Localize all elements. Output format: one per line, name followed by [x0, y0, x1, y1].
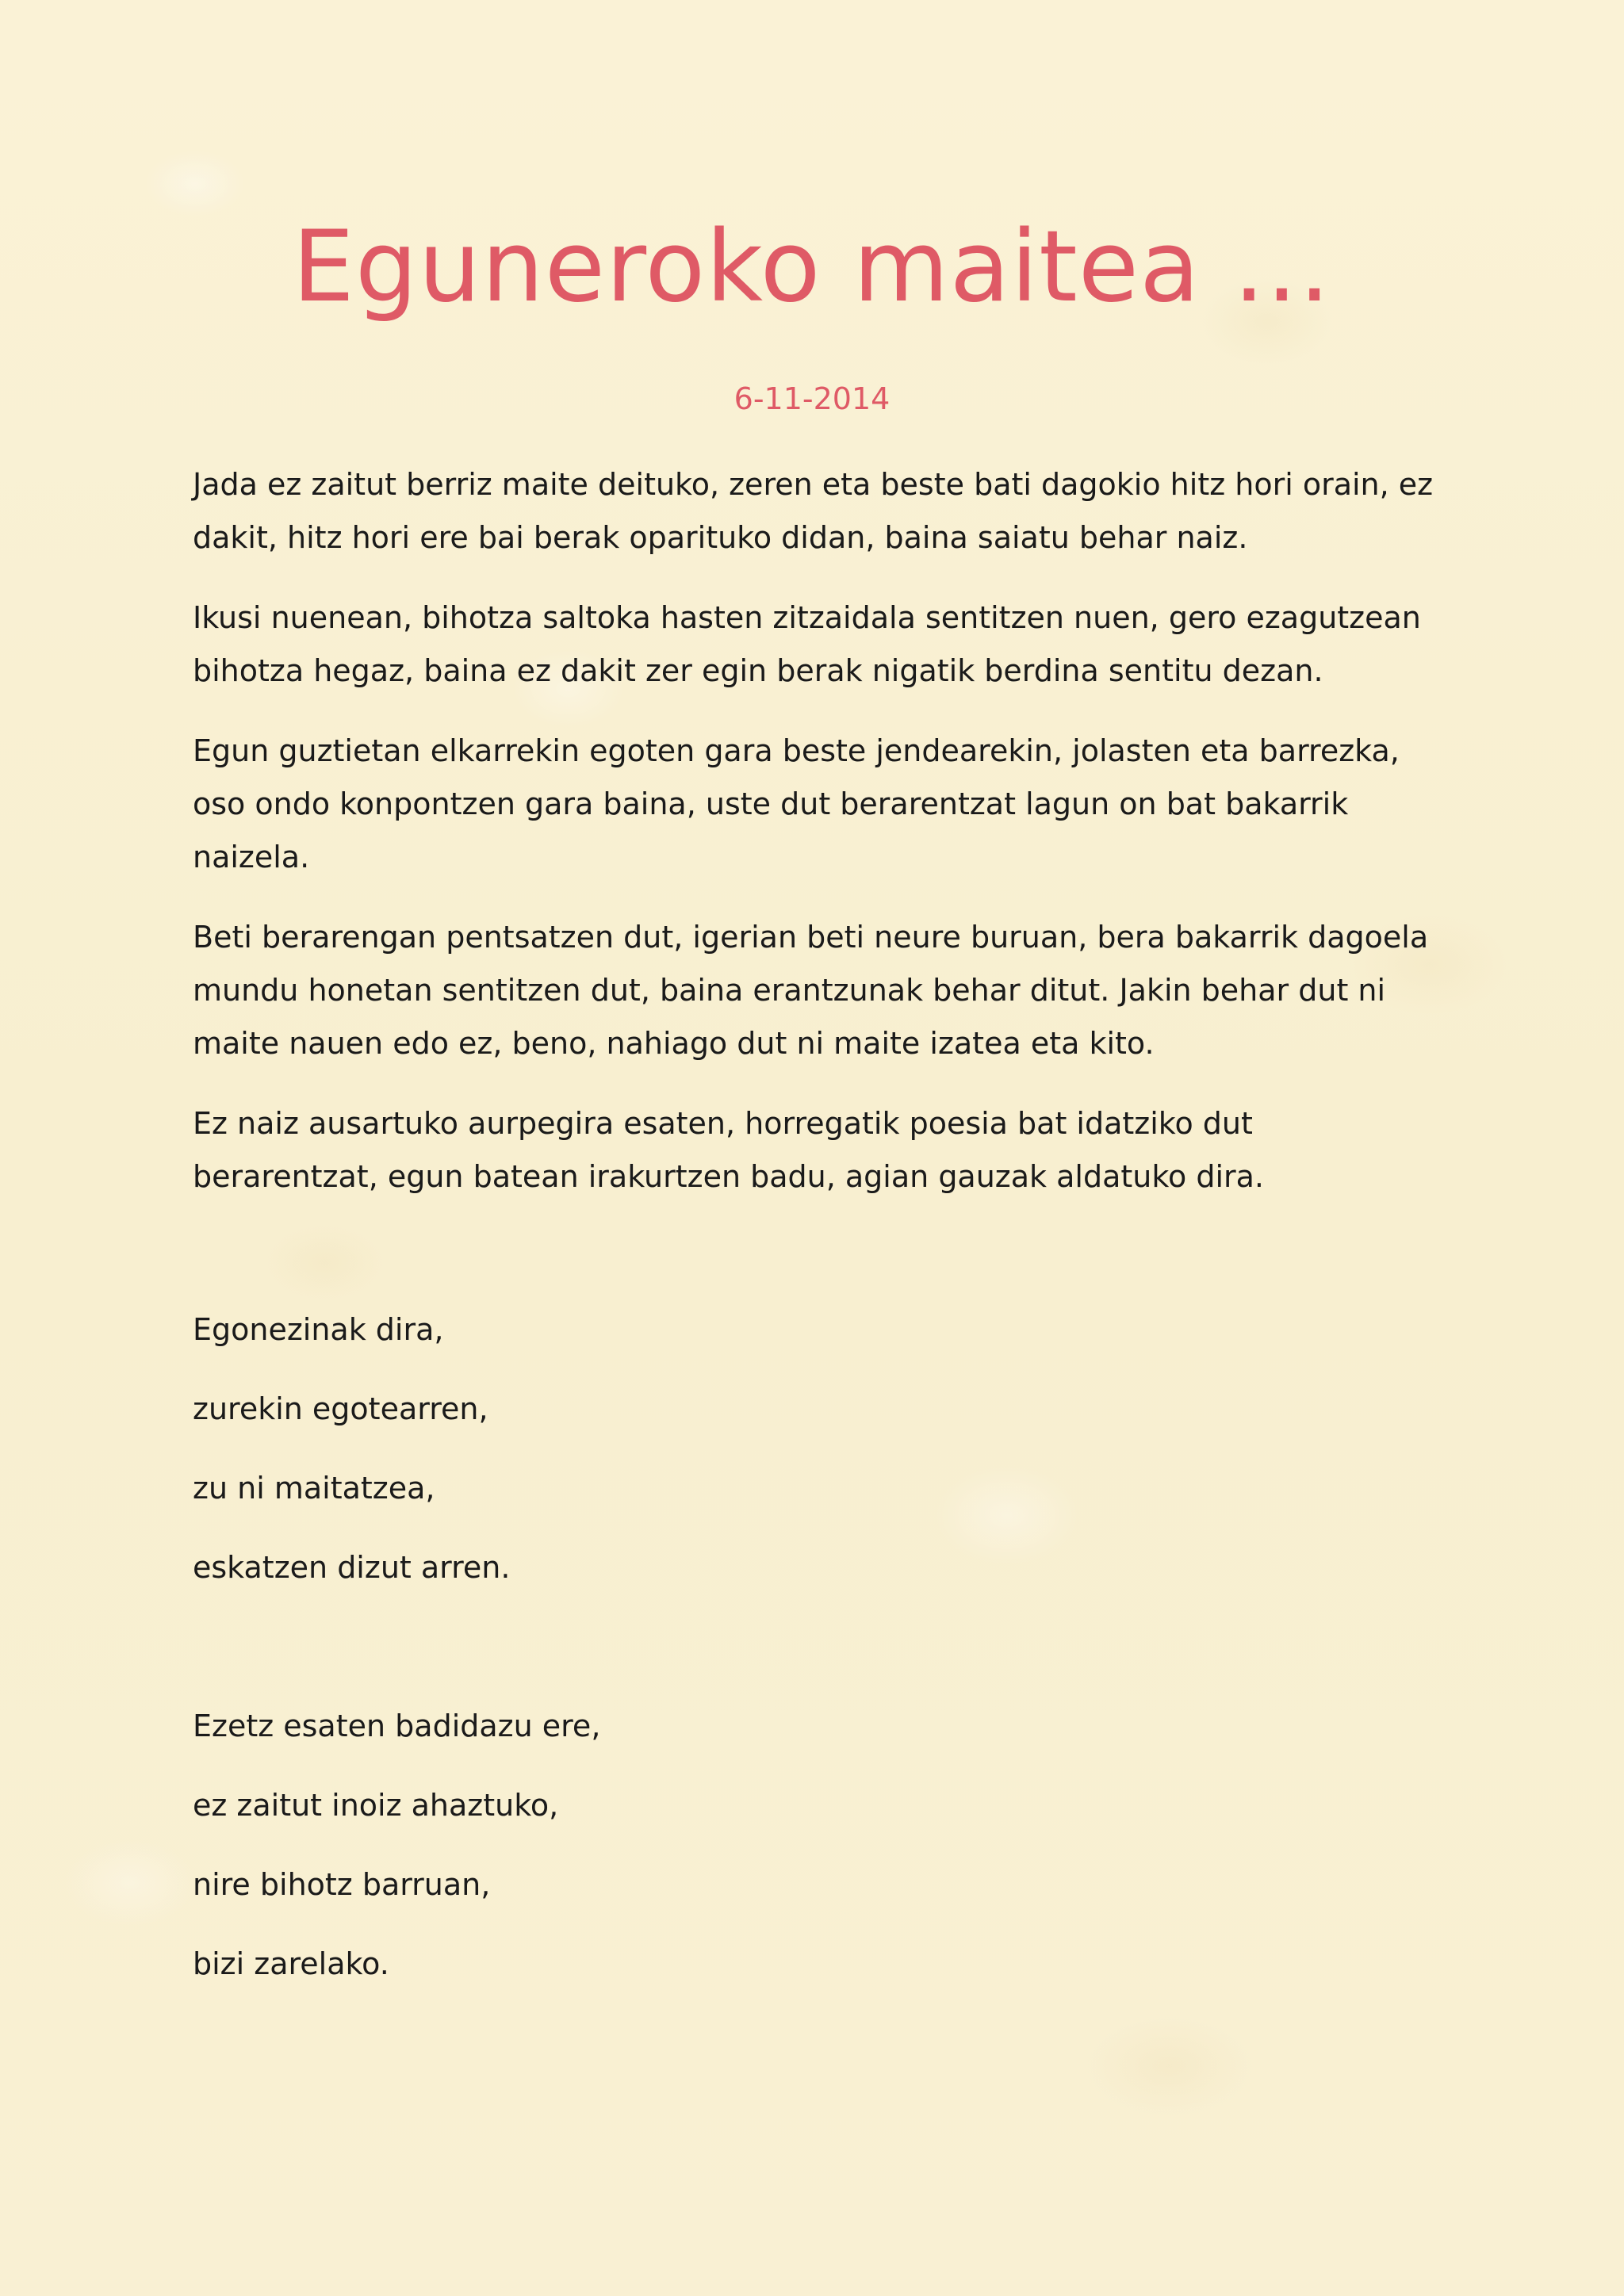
poem-line: bizi zarelako.: [193, 1946, 389, 1981]
prose-paragraph: Ez naiz ausartuko aurpegira esaten, horregatik poesia bat idatziko dut berarentzat, egun batean irakurtzen badu, agian gauzak aldatuko dira.: [193, 1106, 1265, 1194]
poem-stanza-2: [193, 1706, 1382, 1984]
poem-line: Ezetz esaten badidazu ere,: [193, 1709, 601, 1743]
document-date: 6-11-2014: [733, 381, 891, 416]
prose-paragraph: Egun guztietan elkarrekin egoten gara beste jendearekin, jolasten eta barrezka, oso ondo konpontzen gara baina, uste dut berarentzat lagun on bat bakarrik naizela.: [193, 733, 1400, 874]
poem-line: eskatzen dizut arren.: [193, 1550, 511, 1585]
poem-line: zurekin egotearren,: [193, 1391, 488, 1426]
document-title: Eguneroko maitea …: [292, 210, 1332, 324]
poem-line: zu ni maitatzea,: [193, 1471, 435, 1506]
prose-paragraph: Ikusi nuenean, bihotza saltoka hasten zitzaidala sentitzen nuen, gero ezagutzean bihotza hegaz, baina ez dakit zer egin berak nigatik berdina sentitu dezan.: [193, 600, 1421, 688]
poem-line: Egonezinak dira,: [193, 1312, 444, 1347]
poem-line: ez zaitut inoiz ahaztuko,: [193, 1788, 559, 1823]
prose-paragraph: Beti berarengan pentsatzen dut, igerian beti neure buruan, bera bakarrik dagoela mundu honetan sentitzen dut, baina erantzunak behar ditut. Jakin behar dut ni maite nauen edo ez, beno, nahiago dut ni maite izatea eta kito.: [193, 920, 1429, 1061]
prose-paragraph: Jada ez zaitut berriz maite deituko, zeren eta beste bati dagokio hitz hori orain, ez dakit, hitz hori ere bai berak oparituko didan, baina saiatu behar naiz.: [193, 467, 1434, 555]
prose-section: [193, 458, 1446, 1230]
poem-line: nire bihotz barruan,: [193, 1867, 491, 1902]
poem-stanza-1: [193, 1310, 1382, 1587]
